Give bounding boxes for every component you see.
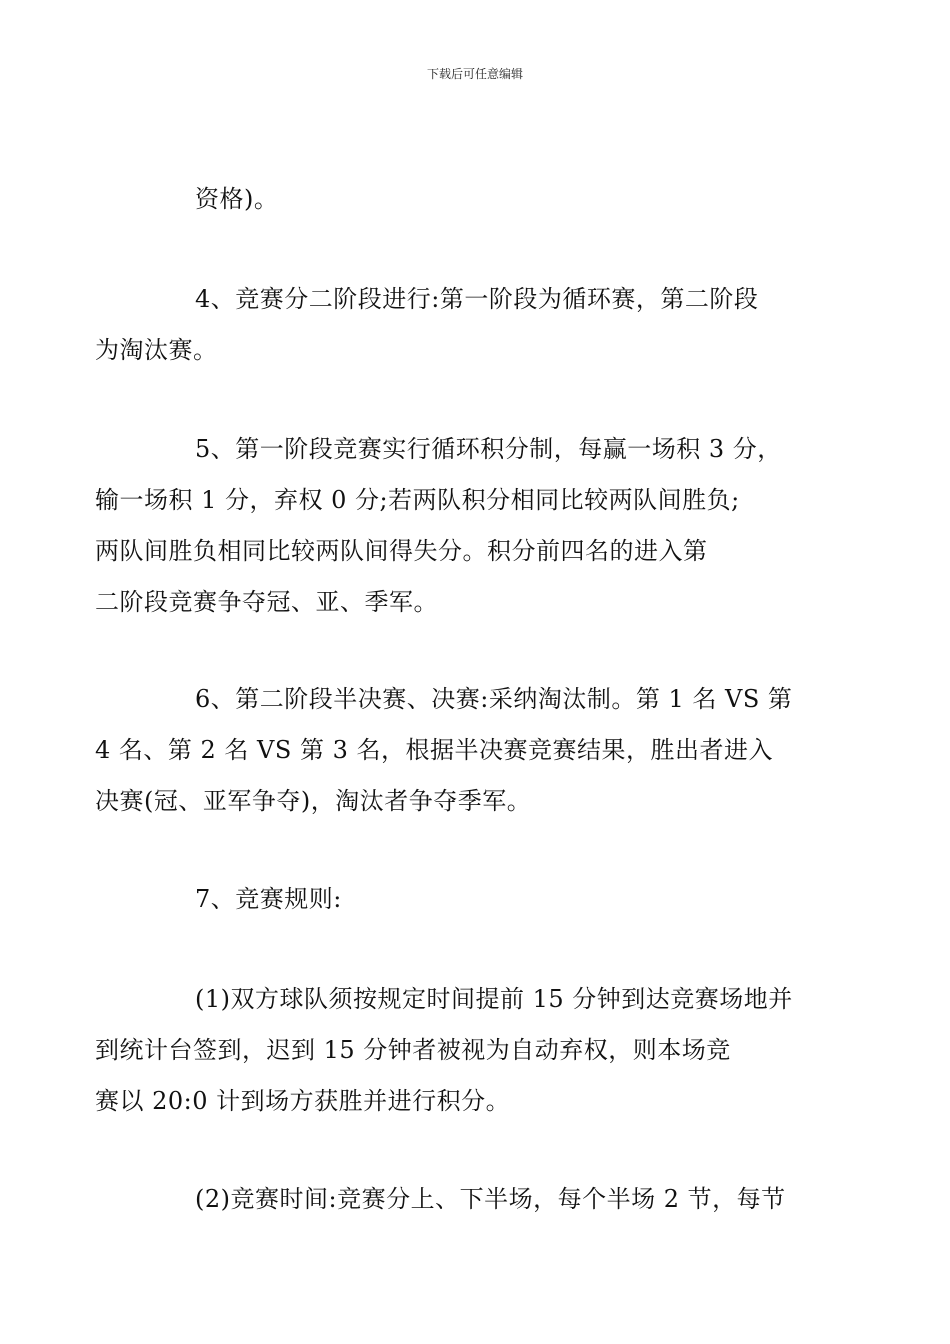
paragraph-rule-5: [95, 424, 810, 628]
text-line: 为淘汰赛。: [95, 336, 218, 364]
text-line: 两队间胜负相同比较两队间得失分。积分前四名的进入第: [95, 537, 708, 565]
text-line: 5、第一阶段竞赛实行循环积分制，每赢一场积 3 分，: [195, 435, 782, 463]
text-line: 赛以 20:0 计到场方获胜并进行积分。: [95, 1087, 511, 1115]
text-line: (2)竞赛时间:竞赛分上、下半场，每个半场 2 节，每节: [195, 1185, 786, 1213]
text-line: (1)双方球队须按规定时间提前 15 分钟到达竞赛场地并: [195, 985, 793, 1013]
text-line: 决赛(冠、亚军争夺)，淘汰者争夺季军。: [95, 787, 532, 815]
paragraph-rule-7-1: [95, 974, 810, 1127]
text-line: 二阶段竞赛争夺冠、亚、季军。: [95, 588, 438, 616]
text-line: 资格)。: [195, 185, 279, 213]
text-line: 输一场积 1 分，弃权 0 分;若两队积分相同比较两队间胜负;: [95, 486, 740, 514]
text-line: 7、竞赛规则:: [195, 885, 342, 913]
text-line: 4、竞赛分二阶段进行:第一阶段为循环赛，第二阶段: [195, 285, 759, 313]
page-header: 下载后可任意编辑: [426, 67, 523, 81]
paragraph-rule-7-heading: [145, 874, 810, 925]
paragraph-qualification-end: [145, 174, 810, 225]
paragraph-rule-7-2: [145, 1174, 810, 1225]
text-line: 到统计台签到，迟到 15 分钟者被视为自动弃权，则本场竞: [95, 1036, 731, 1064]
text-line: 6、第二阶段半决赛、决赛:采纳淘汰制。第 1 名 VS 第: [195, 685, 793, 713]
text-line: 4 名、第 2 名 VS 第 3 名，根据半决赛竞赛结果，胜出者进入: [95, 736, 773, 764]
paragraph-rule-4: [95, 274, 810, 376]
paragraph-rule-6: [95, 674, 810, 827]
